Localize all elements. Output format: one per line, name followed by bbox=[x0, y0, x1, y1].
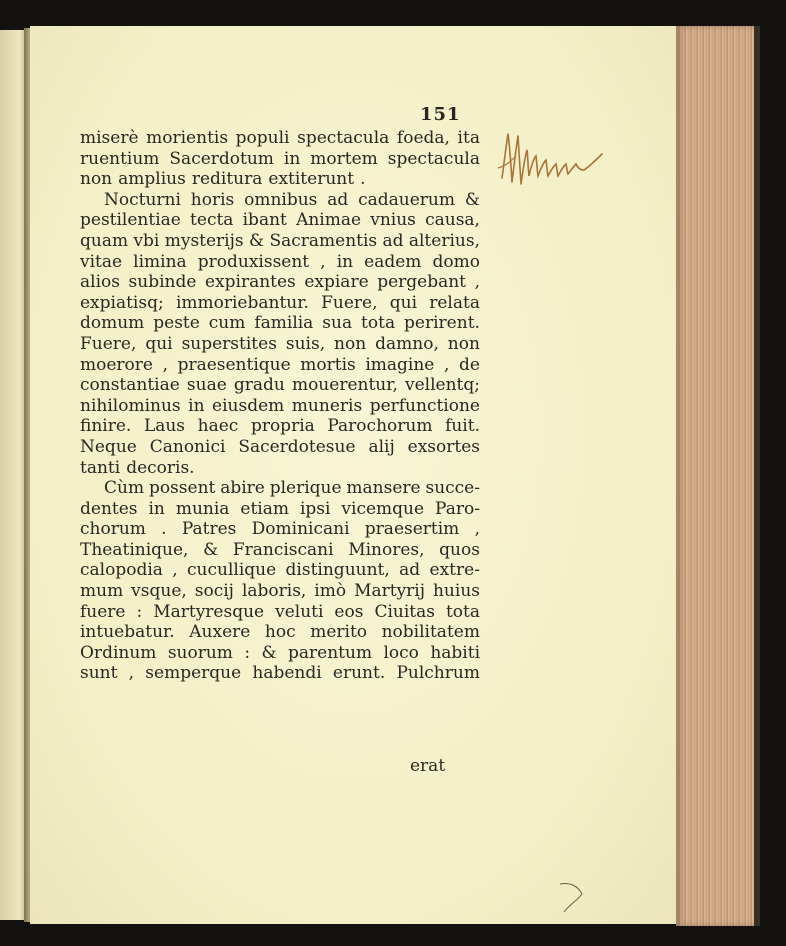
catchword: erat bbox=[410, 756, 446, 776]
text-line: mum vsque, socij laboris, imò Martyrij huius bbox=[80, 581, 480, 602]
text-line: Fuere, qui superstites suis, non damno, non bbox=[80, 333, 480, 354]
pencil-mark bbox=[556, 878, 596, 918]
text-line: Cùm possent abire plerique mansere succe- bbox=[104, 478, 480, 499]
text-line: pestilentiae tecta ibant Animae vnius causa, bbox=[80, 210, 480, 231]
text-line: tanti decoris. bbox=[80, 457, 195, 478]
text-line: alios subinde expirantes expiare pergebant , bbox=[80, 272, 480, 293]
text-block bbox=[80, 128, 480, 684]
text-line: domum peste cum familia sua tota perirent. bbox=[80, 313, 480, 334]
text-line: quam vbi mysterijs & Sacramentis ad alterius, bbox=[80, 230, 480, 251]
text-line: chorum . Patres Dominicani praesertim , bbox=[80, 519, 480, 540]
text-line: moerore , praesentique mortis imagine , de bbox=[80, 354, 480, 375]
text-line: Nocturni horis omnibus ad cadauerum & bbox=[104, 189, 480, 210]
text-line: fuere : Martyresque veluti eos Ciuitas tota bbox=[80, 601, 480, 622]
text-line: constantiae suae gradu mouerentur, vellentq; bbox=[80, 375, 480, 396]
page-edges bbox=[676, 26, 760, 926]
text-line: calopodia , cucullique distinguunt, ad extre- bbox=[80, 560, 480, 581]
text-line: vitae limina produxissent , in eadem domo bbox=[80, 251, 480, 272]
text-line: finire. Laus haec propria Parochorum fuit. bbox=[80, 416, 480, 437]
page-number: 151 bbox=[420, 104, 461, 125]
text-line: miserè morientis populi spectacula foeda, ita bbox=[80, 128, 480, 148]
text-line: expiatisq; immoriebantur. Fuere, qui relata bbox=[80, 292, 480, 313]
text-line: Ordinum suorum : & parentum loco habiti bbox=[80, 642, 480, 663]
text-line: Theatinique, & Franciscani Minores, quos bbox=[80, 539, 480, 560]
text-line: nihilominus in eiusdem muneris perfunctione bbox=[80, 395, 480, 416]
text-line: sunt , semperque habendi erunt. Pulchrum bbox=[80, 663, 480, 684]
text-line: dentes in munia etiam ipsi vicemque Paro- bbox=[80, 498, 480, 519]
handwritten-signature bbox=[496, 126, 608, 192]
text-line: intuebatur. Auxere hoc merito nobilitatem bbox=[80, 622, 480, 643]
text-line: non amplius reditura extiterunt . bbox=[80, 169, 366, 190]
text-line: Neque Canonici Sacerdotesue alij exsortes bbox=[80, 436, 480, 457]
text-line: ruentium Sacerdotum in mortem spectacula bbox=[80, 148, 480, 169]
